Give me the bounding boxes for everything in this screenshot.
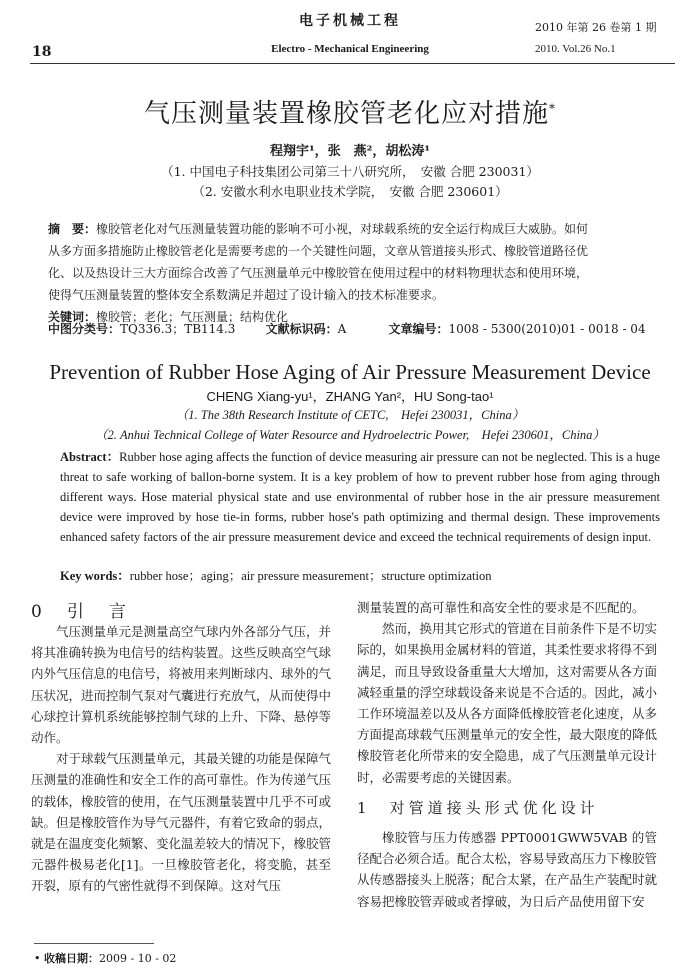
abstract-cn-line: 使得气压测量装置的整体安全系数满足并超过了设计输入的技术标准要求。 [48,288,445,302]
body-right-column [357,597,657,912]
section-heading-introduction: 0 引 言 [31,602,130,622]
authors-cn: 程翔宇¹，张 燕²，胡松涛¹ [269,144,431,159]
received-date-label: 收稿日期： [44,952,99,965]
abstract-cn [48,218,662,328]
section-heading-1: 1 对管道接头形式优化设计 [357,798,599,817]
body-paragraph: 橡胶管与压力传感器 PPT0001GWW5VAB 的管径配合必须合适。配合太松，容易导致高压力下橡胶管从传感器接头上脱落；配合太紧，在产品生产装配时就容易把橡胶管弄破或者撑破，为日后产品使用留下安 [357,830,658,909]
keywords-en: Key words：rubber hose；aging；air pressure measurement；structure optimization [60,569,492,583]
abstract-cn-label: 摘 要： [48,222,97,236]
affiliation-cn-1: （1. 中国电子科技集团公司第三十八研究所， 安徽 合肥 230031） [161,164,539,179]
page-number: 18 [32,44,52,60]
body-paragraph: 气压测量单元是测量高空气球内外各部分气压，并将其准确转换为电信号的结构装置。这些反映高空气球内外气压信息的电信号，将被用来判断球内、球外的气压状况，进而控制气泵对气囊进行充放气，从而使得中心球控计算机系统能够控制气球的上升、下降、悬停等动作。 [31,624,332,746]
article-no-label: 文章编号： [388,322,449,336]
journal-title-en: Electro - Mechanical Engineering [271,43,429,55]
class-no-label: 中图分类号： [48,322,121,336]
received-date-footnote: • 收稿日期：2009 - 10 - 02 [34,952,177,965]
issue-info-cn: 2010 年第 26 卷第 1 期 [535,21,657,34]
keywords-cn: 关键词：橡胶管；老化；气压测量；结构优化 [48,310,289,324]
affiliation-en-1: （1. The 38th Research Institute of CETC, Hefei 230031，China） [175,408,525,422]
abstract-cn-line: 从多方面多措施防止橡胶管老化是需要考虑的一个关键性问题，文章从管道接头形式、橡胶管道路径优 [48,244,589,258]
abstract-en-label: Abstract： [60,450,120,464]
article-title-cn: 气压测量装置橡胶管老化应对措施* [143,99,556,129]
title-footnote-mark: * [549,101,556,116]
article-no: 1008 - 5300(2010)01 - 0018 - 04 [448,322,646,336]
header-rule [30,63,675,64]
classification-line [48,320,646,337]
keywords-cn-label: 关键词： [48,310,97,324]
journal-title-cn: 电子机械工程 [299,13,401,29]
body-paragraph-continued: 测量装置的高可靠性和高安全性的要求是不匹配的。 [357,600,645,615]
abstract-cn-line: 摘 要：橡胶管老化对气压测量装置功能的影响不可小视，对球载系统的安全运行构成巨大威胁。如何 [48,222,589,236]
abstract-cn-line: 化、以及热设计三大方面综合改善了气压测量单元中橡胶管在使用过程中的材料物理状态和使用环境， [48,266,589,280]
abstract-en-text: Rubber hose aging affects the function of device measuring air pressure can not be neglected. This is a huge threat to safe working of ballon-borne system. It is a key problem of how to prevent rubber hose from aging through different ways. Hose material physical state and use environmental of rubber hose in the air pressure measurement device were improved by hose tie-in forms, rubber hose's path optimizing and thermal design. These improvements enhanced safety factors of the air pressure measurement device and exceed the technical requirements of design input. [60,450,661,544]
issue-info-en: 2010. Vol.26 No.1 [535,43,616,55]
article-title-en: Prevention of Rubber Hose Aging of Air Pressure Measurement Device [49,360,651,384]
class-no: TQ336.3；TB114.3 [120,322,236,336]
doc-code-label: 文献标识码： [265,322,338,336]
affiliation-cn-2: （2. 安徽水利水电职业技术学院， 安徽 合肥 230601） [192,184,508,199]
footnote-rule [34,943,154,944]
body-paragraph: 对于球载气压测量单元，其最关键的功能是保障气压测量的准确性和安全工作的高可靠性。作为传递气压的载体，橡胶管的使用，在气压测量装置中几乎不可或缺。但是橡胶管作为导气元器件，有着它致命的弱点，就是在温度变化频繁、变化温差较大的情况下，橡胶管元器件极易老化[1]。一旦橡胶管老化，将变脆，甚至开裂，原有的气密性就得不到保障。这对气压 [31,751,332,894]
doc-code: A [337,322,347,336]
abstract-en [60,447,660,547]
affiliation-en-2: （2. Anhui Technical College of Water Resource and Hydroelectric Power, Hefei 230601，China） [95,428,605,442]
body-left-column [31,621,331,897]
body-paragraph: 然而，换用其它形式的管道在目前条件下是不切实际的，如果换用金属材料的管道，其柔性要求将得不到满足，而且导致设备重量大大增加，这对需要从各方面减轻重量的浮空球载设备来说是不合适的。因此，减小工作环境温差以及从各方面降低橡胶管老化速度，从多方面提高球载气压测量单元的安全性，最大限度的降低橡胶管老化所带来的安全隐患，成了气压测量单元设计时，必需要考虑的关键因素。 [357,621,658,785]
keywords-en-label: Key words： [60,569,130,583]
authors-en: CHENG Xiang-yu¹，ZHANG Yan²，HU Song-tao¹ [206,389,494,404]
